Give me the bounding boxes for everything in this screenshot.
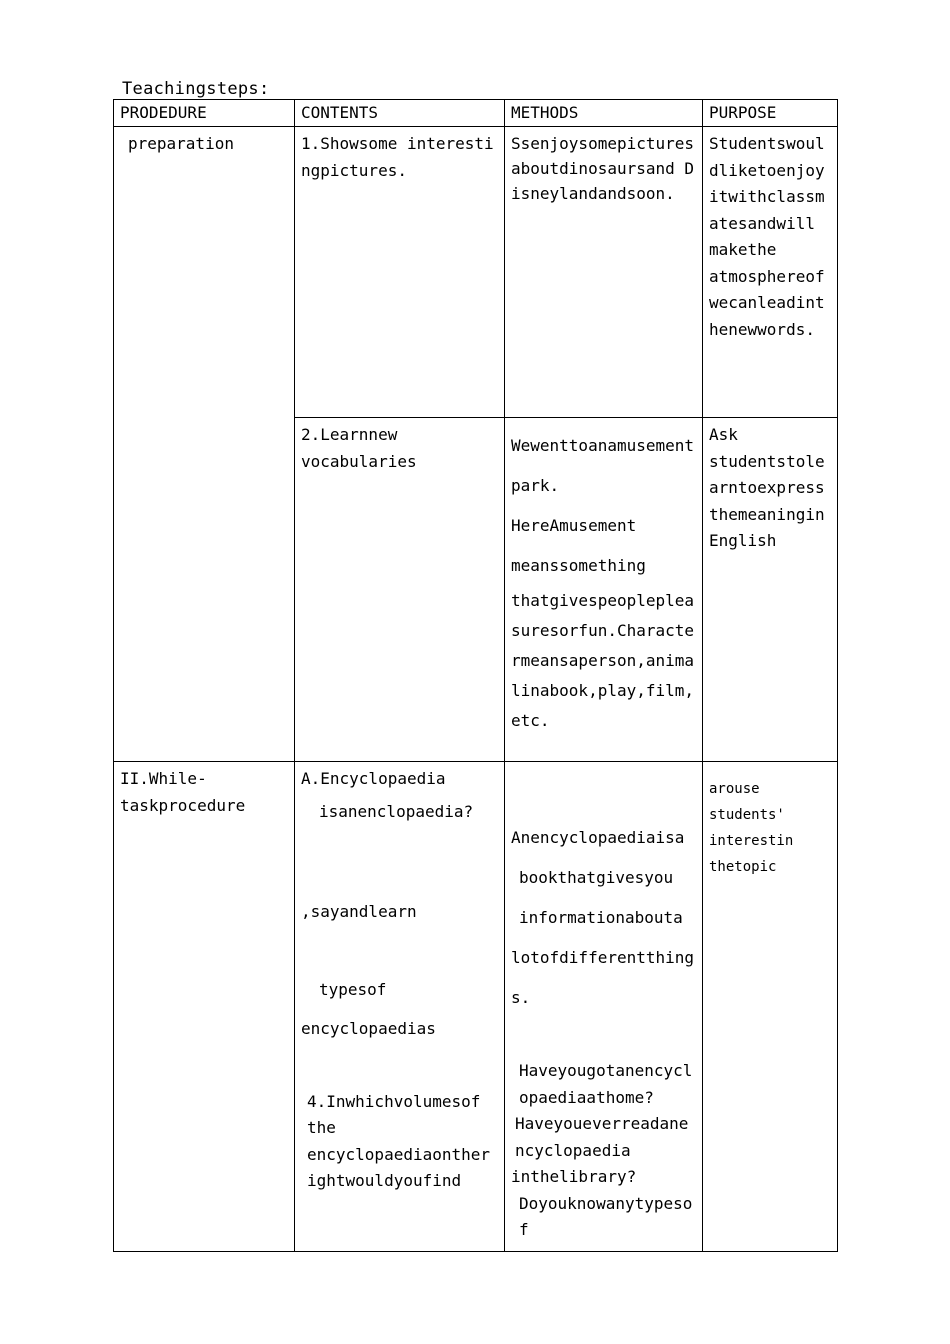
procedure-cell bbox=[114, 127, 295, 762]
purpose-line: thetopic bbox=[709, 859, 777, 875]
contents-cell bbox=[295, 762, 505, 1252]
contents-line: 4.Inwhichvolumesof the bbox=[307, 1091, 481, 1137]
purpose-line: arouse bbox=[709, 781, 760, 797]
header-procedure: PRODEDURE bbox=[114, 100, 295, 127]
contents-line: isanenclopaedia? bbox=[319, 801, 474, 821]
methods-line: meanssomething bbox=[511, 556, 646, 575]
procedure-text: preparation bbox=[128, 134, 234, 153]
procedure-cell bbox=[114, 762, 295, 1252]
methods-line: Anencyclopaediaisa bbox=[511, 828, 685, 847]
section-heading: Teachingsteps: bbox=[122, 79, 270, 99]
contents-line: 2.Learnnew bbox=[301, 425, 398, 444]
procedure-line: taskprocedure bbox=[120, 795, 246, 815]
contents-cell bbox=[295, 418, 505, 762]
table-row bbox=[114, 127, 838, 418]
contents-line: typesof bbox=[319, 979, 387, 999]
teaching-steps-table bbox=[113, 99, 838, 1252]
contents-line: vocabularies bbox=[301, 451, 417, 471]
methods-question: inthelibrary? bbox=[511, 1167, 637, 1186]
methods-question: Doyouknowanytypesof bbox=[519, 1193, 693, 1239]
purpose-cell bbox=[703, 127, 838, 418]
methods-cell bbox=[505, 418, 703, 762]
procedure-line: II.While- bbox=[120, 769, 207, 788]
contents-line: encyclopaediaontherightwouldyoufind bbox=[307, 1144, 491, 1190]
methods-cell bbox=[505, 127, 703, 418]
header-purpose: PURPOSE bbox=[703, 100, 838, 127]
contents-line: ,sayandlearn bbox=[301, 901, 417, 921]
table-row bbox=[114, 762, 838, 1252]
methods-cell bbox=[505, 762, 703, 1252]
purpose-line: students' bbox=[709, 807, 785, 823]
methods-question: Haveyoueverreadanencyclopaedia bbox=[515, 1114, 689, 1160]
methods-text: Ssenjoysomepicturesaboutdinosaursand Disneylandandsoon. bbox=[511, 134, 695, 203]
table-header-row bbox=[114, 100, 838, 127]
contents-line: A.Encyclopaedia bbox=[301, 769, 446, 788]
purpose-cell bbox=[703, 418, 838, 762]
methods-line: informationabouta bbox=[519, 908, 683, 927]
purpose-line: makethe bbox=[709, 240, 777, 259]
purpose-line: atmosphereofwecanleadinthenewwords. bbox=[709, 266, 825, 339]
purpose-line: interestin bbox=[709, 833, 794, 849]
purpose-line: Studentswouldliketoenjoyitwithclassmatesandwill bbox=[709, 134, 825, 233]
methods-paragraph: thatgivespeoplepleasuresorfun.Charactermeansaperson,animalinabook,play,film,etc. bbox=[511, 591, 695, 730]
methods-line: lotofdifferentthings. bbox=[511, 948, 695, 1007]
purpose-cell bbox=[703, 762, 838, 1252]
methods-line: bookthatgivesyou bbox=[519, 868, 674, 887]
contents-text: 1.Showsome interestingpictures. bbox=[301, 134, 494, 180]
purpose-line: studentstolearntoexpressthemeaninginEnglish bbox=[709, 451, 825, 550]
contents-line: encyclopaedias bbox=[301, 1018, 436, 1038]
purpose-line: Ask bbox=[709, 425, 738, 444]
methods-line: Wewenttoanamusementpark. bbox=[511, 436, 695, 495]
header-methods: METHODS bbox=[505, 100, 703, 127]
header-contents: CONTENTS bbox=[295, 100, 505, 127]
methods-question: Haveyougotanencyclopaediaathome? bbox=[519, 1061, 693, 1107]
contents-cell bbox=[295, 127, 505, 418]
methods-line: HereAmusement bbox=[511, 516, 637, 535]
